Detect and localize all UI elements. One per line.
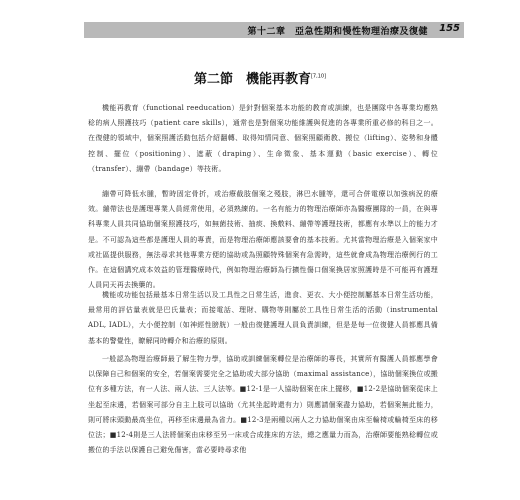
section-reference: [7,10] [310, 73, 327, 80]
section-title-text: 第二節 機能再教育 [193, 72, 311, 87]
paragraph-bandage: 繃帶可降低水腫，暫時固定骨折，或治療截肢個案之殘肢，淋巴水腫等，還可合併電療以加強病況的療效。繃帶法也是護理專業人員經常使用，必須熟練的。一名有能力的物理治療師亦為醫療團隊的一員，在與專科專業人員共同協助個案照護技巧，如無菌技術、抽痰、換敷料、繃帶等護理技術，都應有水準以上的能力才是。不可認為這些都是護理人員的專責，而是物理治療師應該要會的基本技術。尤其當物理治療是入個案家中或社區提供服務，無法尋求其他專業方便的協助或為照顧特殊個案有急需時，這些就會成為物理治療例行的工作。在這個講究成本效益的管理醫療時代，例如物理治療師為行擴性傷口個案換居家照護時是不可能再有護理人員同天再去換藥的。 [88, 190, 438, 290]
running-header-chapter: 第十二章 亞急性期和慢性物理治療及復健 [247, 27, 428, 37]
section-title [0, 68, 520, 87]
paragraph-functional-reeducation: 機能再教育（functional reeducation）是針對個案基本功能的教育或訓練，也是團隊中各專業均應熟稔的病人照護技巧（patient care skills），通常也是對個案功能維護與促進的各專業所重必修的科目之一。在復健的領域中，個案照護活動包括介紹翻轉、取得知情同意、個案照顧衛教、搬位（lifting）、姿勢和身體控制、擺位（positioning）、遮蔽（draping）、生命徵象、基本運動（basic exercise）、轉位（transfer）、繃帶（bandage）等技術。 [88, 104, 438, 173]
paragraph-adl: 機能或功能包括最基本日常生活以及工具性之日常生活，進食、更衣、大小便控制屬基本日常生活功能，最常用的評估量表就是巴氏量表；而接電話、理財、購物等則屬於工具性日常生活的活動（instrumental ADL, IADL），大小便控制（如神經性膀胱）一般由復健護理人員負責訓練，但是是每一位復健人員都應具備基本的警覺性，瞭解同時轉介和治療的原則。 [88, 291, 438, 345]
paragraph-transfer: 一般認為物理治療師最了解生物力學，協助或訓練個案轉位是治療師的專長，其實所有醫護人員都應學會以保障自己和個案的安全，若個案需要完全之協助或大部分協助（maximal assistance），協助個案換位或搬位有多種方法，有一人法、兩人法、三人法等。■12-1是一人協助個案在床上擺移，■12-2是協助個案從床上坐起至床邊，若個案可部分自主上肢可以協助（尤其坐起時還有力）則應請個案盡力協助，若個案無此能力，則可將床頭動最高坐位，再移至床邊最為省力。■12-3是兩種以兩人之力協助個案由床至輪椅或輪椅至床的移位法；■12-4則是三人法將個案由床移至另一床或合成推床的方法，總之應量力而為，治療師要能熟稔轉位或搬位的手法以保護自己避免傷害，當必要時尋求他 [88, 355, 438, 455]
page-number: 155 [439, 23, 460, 34]
